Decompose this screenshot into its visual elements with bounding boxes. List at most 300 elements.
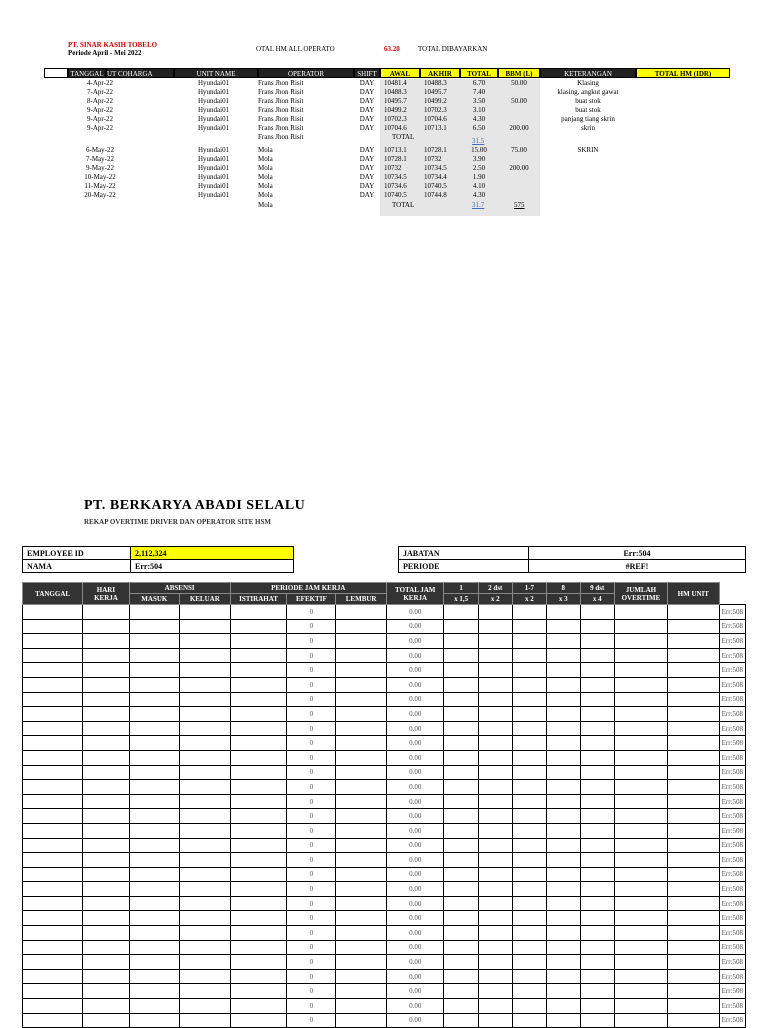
table-cell[interactable]	[512, 999, 546, 1014]
table-cell[interactable]	[478, 750, 512, 765]
hm-unit-cell[interactable]: Err:508	[719, 736, 745, 751]
table-cell[interactable]	[668, 911, 720, 926]
table-cell[interactable]	[668, 648, 720, 663]
table-cell[interactable]	[478, 969, 512, 984]
table-cell[interactable]	[546, 736, 580, 751]
efektif-cell[interactable]: 0	[287, 721, 336, 736]
table-cell[interactable]	[230, 605, 287, 620]
table-cell[interactable]	[614, 926, 667, 941]
table-cell[interactable]	[83, 707, 129, 722]
efektif-cell[interactable]: 0	[287, 750, 336, 765]
total-jam-cell[interactable]: 0.00	[386, 823, 443, 838]
table-cell[interactable]	[179, 867, 230, 882]
table-cell[interactable]	[83, 969, 129, 984]
table-cell[interactable]	[129, 867, 179, 882]
table-cell[interactable]	[444, 853, 478, 868]
table-cell[interactable]	[512, 648, 546, 663]
hm-unit-cell[interactable]: Err:508	[719, 984, 745, 999]
table-cell[interactable]	[668, 663, 720, 678]
table-cell[interactable]	[336, 969, 387, 984]
table-cell[interactable]	[179, 721, 230, 736]
table-cell[interactable]	[580, 736, 614, 751]
table-cell[interactable]	[444, 707, 478, 722]
table-cell[interactable]	[129, 984, 179, 999]
table-cell[interactable]	[546, 692, 580, 707]
table-cell[interactable]	[512, 765, 546, 780]
table-cell[interactable]	[23, 882, 83, 897]
table-cell[interactable]	[546, 853, 580, 868]
table-cell[interactable]	[614, 882, 667, 897]
table-cell[interactable]	[614, 605, 667, 620]
table-cell[interactable]	[336, 940, 387, 955]
table-cell[interactable]	[580, 1013, 614, 1028]
hm-unit-cell[interactable]: Err:508	[719, 838, 745, 853]
table-cell[interactable]	[546, 605, 580, 620]
table-cell[interactable]	[230, 911, 287, 926]
table-cell[interactable]	[512, 750, 546, 765]
table-cell[interactable]	[478, 677, 512, 692]
table-cell[interactable]	[230, 707, 287, 722]
table-cell[interactable]	[336, 1013, 387, 1028]
table-cell[interactable]	[129, 677, 179, 692]
hm-unit-cell[interactable]: Err:508	[719, 969, 745, 984]
table-cell[interactable]	[546, 663, 580, 678]
table-cell[interactable]	[230, 999, 287, 1014]
table-cell[interactable]	[444, 780, 478, 795]
table-cell[interactable]	[512, 677, 546, 692]
total-jam-cell[interactable]: 0.00	[386, 867, 443, 882]
table-cell[interactable]	[580, 634, 614, 649]
table-cell[interactable]	[512, 911, 546, 926]
table-cell[interactable]	[23, 780, 83, 795]
table-cell[interactable]	[580, 765, 614, 780]
total-jam-cell[interactable]: 0.00	[386, 955, 443, 970]
table-cell[interactable]	[512, 1013, 546, 1028]
table-cell[interactable]	[580, 955, 614, 970]
table-cell[interactable]	[230, 663, 287, 678]
table-cell[interactable]	[336, 721, 387, 736]
table-cell[interactable]	[546, 648, 580, 663]
table-cell[interactable]	[83, 794, 129, 809]
table-cell[interactable]	[444, 940, 478, 955]
table-cell[interactable]	[478, 721, 512, 736]
total-jam-cell[interactable]: 0.00	[386, 765, 443, 780]
table-cell[interactable]	[444, 911, 478, 926]
efektif-cell[interactable]: 0	[287, 838, 336, 853]
table-cell[interactable]	[230, 750, 287, 765]
efektif-cell[interactable]: 0	[287, 1013, 336, 1028]
total-jam-cell[interactable]: 0.00	[386, 969, 443, 984]
table-cell[interactable]	[179, 969, 230, 984]
table-cell[interactable]	[614, 940, 667, 955]
table-cell[interactable]	[83, 736, 129, 751]
table-cell[interactable]	[230, 882, 287, 897]
total-jam-cell[interactable]: 0.00	[386, 663, 443, 678]
total-jam-cell[interactable]: 0.00	[386, 882, 443, 897]
table-cell[interactable]	[478, 823, 512, 838]
table-cell[interactable]	[512, 853, 546, 868]
table-cell[interactable]	[546, 926, 580, 941]
efektif-cell[interactable]: 0	[287, 999, 336, 1014]
hm-unit-cell[interactable]: Err:508	[719, 896, 745, 911]
table-cell[interactable]	[336, 765, 387, 780]
table-cell[interactable]	[668, 955, 720, 970]
table-cell[interactable]	[478, 780, 512, 795]
total-jam-cell[interactable]: 0.00	[386, 707, 443, 722]
table-cell[interactable]	[444, 882, 478, 897]
table-cell[interactable]	[83, 867, 129, 882]
table-cell[interactable]	[546, 809, 580, 824]
table-cell[interactable]	[23, 838, 83, 853]
hm-unit-cell[interactable]: Err:508	[719, 823, 745, 838]
table-cell[interactable]	[336, 663, 387, 678]
table-cell[interactable]	[23, 663, 83, 678]
table-cell[interactable]	[546, 677, 580, 692]
table-cell[interactable]	[478, 809, 512, 824]
table-cell[interactable]	[444, 867, 478, 882]
table-cell[interactable]	[614, 619, 667, 634]
table-cell[interactable]	[83, 1013, 129, 1028]
table-cell[interactable]	[668, 809, 720, 824]
table-cell[interactable]	[23, 736, 83, 751]
efektif-cell[interactable]: 0	[287, 765, 336, 780]
table-cell[interactable]	[336, 780, 387, 795]
table-cell[interactable]	[23, 605, 83, 620]
table-cell[interactable]	[444, 648, 478, 663]
table-cell[interactable]	[478, 984, 512, 999]
table-cell[interactable]	[614, 809, 667, 824]
table-cell[interactable]	[478, 736, 512, 751]
table-cell[interactable]	[580, 605, 614, 620]
table-cell[interactable]	[129, 999, 179, 1014]
table-cell[interactable]	[580, 999, 614, 1014]
table-cell[interactable]	[336, 707, 387, 722]
table-cell[interactable]	[478, 707, 512, 722]
table-cell[interactable]	[23, 707, 83, 722]
table-cell[interactable]	[179, 750, 230, 765]
table-cell[interactable]	[668, 896, 720, 911]
table-cell[interactable]	[83, 911, 129, 926]
table-cell[interactable]	[179, 999, 230, 1014]
table-cell[interactable]	[512, 780, 546, 795]
hm-unit-cell[interactable]: Err:508	[719, 780, 745, 795]
table-cell[interactable]	[512, 969, 546, 984]
table-cell[interactable]	[129, 765, 179, 780]
table-cell[interactable]	[444, 750, 478, 765]
table-cell[interactable]	[23, 634, 83, 649]
table-cell[interactable]	[179, 736, 230, 751]
hm-unit-cell[interactable]: Err:508	[719, 867, 745, 882]
table-cell[interactable]	[336, 838, 387, 853]
table-cell[interactable]	[546, 823, 580, 838]
table-cell[interactable]	[179, 926, 230, 941]
total-jam-cell[interactable]: 0.00	[386, 721, 443, 736]
total-jam-cell[interactable]: 0.00	[386, 926, 443, 941]
table-cell[interactable]	[614, 707, 667, 722]
table-cell[interactable]	[129, 853, 179, 868]
table-cell[interactable]	[83, 619, 129, 634]
table-cell[interactable]	[478, 619, 512, 634]
efektif-cell[interactable]: 0	[287, 692, 336, 707]
table-cell[interactable]	[336, 853, 387, 868]
total-jam-cell[interactable]: 0.00	[386, 619, 443, 634]
table-cell[interactable]	[580, 794, 614, 809]
table-cell[interactable]	[129, 838, 179, 853]
table-cell[interactable]	[478, 1013, 512, 1028]
table-cell[interactable]	[512, 736, 546, 751]
table-cell[interactable]	[336, 750, 387, 765]
hm-unit-cell[interactable]: Err:508	[719, 765, 745, 780]
table-cell[interactable]	[512, 619, 546, 634]
table-cell[interactable]	[129, 940, 179, 955]
hm-unit-cell[interactable]: Err:508	[719, 940, 745, 955]
table-cell[interactable]	[444, 838, 478, 853]
efektif-cell[interactable]: 0	[287, 663, 336, 678]
table-cell[interactable]	[179, 984, 230, 999]
hm-unit-cell[interactable]: Err:508	[719, 619, 745, 634]
table-cell[interactable]	[478, 926, 512, 941]
jabatan-value[interactable]: Err:504	[529, 547, 746, 560]
table-cell[interactable]	[512, 692, 546, 707]
table-cell[interactable]	[336, 999, 387, 1014]
table-cell[interactable]	[83, 765, 129, 780]
table-cell[interactable]	[129, 896, 179, 911]
table-cell[interactable]	[179, 882, 230, 897]
table-cell[interactable]	[668, 619, 720, 634]
table-cell[interactable]	[129, 750, 179, 765]
table-cell[interactable]	[23, 809, 83, 824]
table-cell[interactable]	[179, 634, 230, 649]
table-cell[interactable]	[478, 999, 512, 1014]
table-cell[interactable]	[512, 663, 546, 678]
efektif-cell[interactable]: 0	[287, 926, 336, 941]
hm-unit-cell[interactable]: Err:508	[719, 721, 745, 736]
table-cell[interactable]	[444, 619, 478, 634]
table-cell[interactable]	[23, 677, 83, 692]
table-cell[interactable]	[83, 838, 129, 853]
table-cell[interactable]	[230, 780, 287, 795]
table-cell[interactable]	[129, 648, 179, 663]
table-cell[interactable]	[444, 1013, 478, 1028]
table-cell[interactable]	[230, 969, 287, 984]
efektif-cell[interactable]: 0	[287, 619, 336, 634]
table-cell[interactable]	[512, 940, 546, 955]
table-cell[interactable]	[230, 838, 287, 853]
table-cell[interactable]	[580, 619, 614, 634]
table-cell[interactable]	[83, 692, 129, 707]
efektif-cell[interactable]: 0	[287, 605, 336, 620]
table-cell[interactable]	[546, 999, 580, 1014]
table-cell[interactable]	[83, 896, 129, 911]
table-cell[interactable]	[336, 634, 387, 649]
hm-unit-cell[interactable]: Err:508	[719, 692, 745, 707]
table-cell[interactable]	[444, 794, 478, 809]
table-cell[interactable]	[129, 634, 179, 649]
table-cell[interactable]	[668, 969, 720, 984]
total-jam-cell[interactable]: 0.00	[386, 794, 443, 809]
table-cell[interactable]	[336, 823, 387, 838]
table-cell[interactable]	[230, 926, 287, 941]
efektif-cell[interactable]: 0	[287, 882, 336, 897]
table-cell[interactable]	[478, 605, 512, 620]
table-cell[interactable]	[336, 867, 387, 882]
table-cell[interactable]	[668, 707, 720, 722]
table-cell[interactable]	[83, 663, 129, 678]
hm-unit-cell[interactable]: Err:508	[719, 794, 745, 809]
table-cell[interactable]	[23, 896, 83, 911]
hm-unit-cell[interactable]: Err:508	[719, 955, 745, 970]
nama-value[interactable]: Err:504	[131, 560, 294, 573]
table-cell[interactable]	[512, 823, 546, 838]
total-jam-cell[interactable]: 0.00	[386, 634, 443, 649]
efektif-cell[interactable]: 0	[287, 823, 336, 838]
table-cell[interactable]	[512, 896, 546, 911]
table-cell[interactable]	[668, 984, 720, 999]
table-cell[interactable]	[23, 969, 83, 984]
table-cell[interactable]	[336, 911, 387, 926]
table-cell[interactable]	[546, 1013, 580, 1028]
efektif-cell[interactable]: 0	[287, 853, 336, 868]
hm-unit-cell[interactable]: Err:508	[719, 999, 745, 1014]
table-cell[interactable]	[614, 634, 667, 649]
hm-unit-cell[interactable]: Err:508	[719, 750, 745, 765]
table-cell[interactable]	[546, 721, 580, 736]
table-cell[interactable]	[23, 794, 83, 809]
total-jam-cell[interactable]: 0.00	[386, 750, 443, 765]
table-cell[interactable]	[230, 619, 287, 634]
table-cell[interactable]	[614, 969, 667, 984]
efektif-cell[interactable]: 0	[287, 707, 336, 722]
table-cell[interactable]	[668, 750, 720, 765]
table-cell[interactable]	[129, 663, 179, 678]
table-cell[interactable]	[512, 634, 546, 649]
table-cell[interactable]	[546, 867, 580, 882]
total-jam-cell[interactable]: 0.00	[386, 605, 443, 620]
table-cell[interactable]	[580, 750, 614, 765]
table-cell[interactable]	[614, 736, 667, 751]
total-jam-cell[interactable]: 0.00	[386, 911, 443, 926]
table-cell[interactable]	[668, 794, 720, 809]
table-cell[interactable]	[512, 984, 546, 999]
table-cell[interactable]	[614, 648, 667, 663]
total-jam-cell[interactable]: 0.00	[386, 648, 443, 663]
table-cell[interactable]	[512, 882, 546, 897]
table-cell[interactable]	[336, 605, 387, 620]
table-cell[interactable]	[546, 838, 580, 853]
table-cell[interactable]	[614, 692, 667, 707]
table-cell[interactable]	[336, 619, 387, 634]
table-cell[interactable]	[179, 896, 230, 911]
table-cell[interactable]	[23, 721, 83, 736]
total-jam-cell[interactable]: 0.00	[386, 809, 443, 824]
table-cell[interactable]	[580, 969, 614, 984]
efektif-cell[interactable]: 0	[287, 911, 336, 926]
total-jam-cell[interactable]: 0.00	[386, 780, 443, 795]
table-cell[interactable]	[668, 999, 720, 1014]
table-cell[interactable]	[580, 882, 614, 897]
table-cell[interactable]	[668, 882, 720, 897]
table-cell[interactable]	[478, 794, 512, 809]
table-cell[interactable]	[614, 911, 667, 926]
table-cell[interactable]	[23, 999, 83, 1014]
table-cell[interactable]	[129, 605, 179, 620]
table-cell[interactable]	[83, 984, 129, 999]
table-cell[interactable]	[580, 707, 614, 722]
hm-unit-cell[interactable]: Err:508	[719, 809, 745, 824]
table-cell[interactable]	[230, 853, 287, 868]
table-cell[interactable]	[336, 809, 387, 824]
table-cell[interactable]	[580, 940, 614, 955]
table-cell[interactable]	[478, 853, 512, 868]
table-cell[interactable]	[512, 955, 546, 970]
table-cell[interactable]	[668, 605, 720, 620]
table-cell[interactable]	[580, 867, 614, 882]
table-cell[interactable]	[83, 750, 129, 765]
table-cell[interactable]	[512, 794, 546, 809]
table-cell[interactable]	[129, 955, 179, 970]
total-jam-cell[interactable]: 0.00	[386, 853, 443, 868]
table-cell[interactable]	[83, 999, 129, 1014]
table-cell[interactable]	[230, 955, 287, 970]
table-cell[interactable]	[444, 999, 478, 1014]
efektif-cell[interactable]: 0	[287, 809, 336, 824]
hm-unit-cell[interactable]: Err:508	[719, 911, 745, 926]
table-cell[interactable]	[580, 692, 614, 707]
table-cell[interactable]	[23, 619, 83, 634]
total-jam-cell[interactable]: 0.00	[386, 838, 443, 853]
table-cell[interactable]	[546, 896, 580, 911]
total-jam-cell[interactable]: 0.00	[386, 940, 443, 955]
table-cell[interactable]	[668, 736, 720, 751]
table-cell[interactable]	[546, 765, 580, 780]
table-cell[interactable]	[83, 955, 129, 970]
efektif-cell[interactable]: 0	[287, 984, 336, 999]
efektif-cell[interactable]: 0	[287, 867, 336, 882]
table-cell[interactable]	[83, 853, 129, 868]
table-cell[interactable]	[478, 692, 512, 707]
table-cell[interactable]	[23, 648, 83, 663]
table-cell[interactable]	[580, 809, 614, 824]
table-cell[interactable]	[230, 940, 287, 955]
table-cell[interactable]	[614, 780, 667, 795]
table-cell[interactable]	[179, 663, 230, 678]
table-cell[interactable]	[478, 940, 512, 955]
hm-unit-cell[interactable]: Err:508	[719, 926, 745, 941]
table-cell[interactable]	[336, 648, 387, 663]
efektif-cell[interactable]: 0	[287, 955, 336, 970]
hm-unit-cell[interactable]: Err:508	[719, 663, 745, 678]
table-cell[interactable]	[512, 707, 546, 722]
table-cell[interactable]	[83, 648, 129, 663]
table-cell[interactable]	[23, 823, 83, 838]
table-cell[interactable]	[83, 605, 129, 620]
table-cell[interactable]	[179, 853, 230, 868]
table-cell[interactable]	[546, 619, 580, 634]
table-cell[interactable]	[83, 809, 129, 824]
table-cell[interactable]	[230, 634, 287, 649]
table-cell[interactable]	[614, 853, 667, 868]
table-cell[interactable]	[83, 721, 129, 736]
table-cell[interactable]	[668, 1013, 720, 1028]
table-cell[interactable]	[179, 838, 230, 853]
efektif-cell[interactable]: 0	[287, 794, 336, 809]
table-cell[interactable]	[83, 823, 129, 838]
table-cell[interactable]	[444, 663, 478, 678]
table-cell[interactable]	[23, 940, 83, 955]
total-jam-cell[interactable]: 0.00	[386, 896, 443, 911]
table-cell[interactable]	[23, 692, 83, 707]
table-cell[interactable]	[230, 677, 287, 692]
